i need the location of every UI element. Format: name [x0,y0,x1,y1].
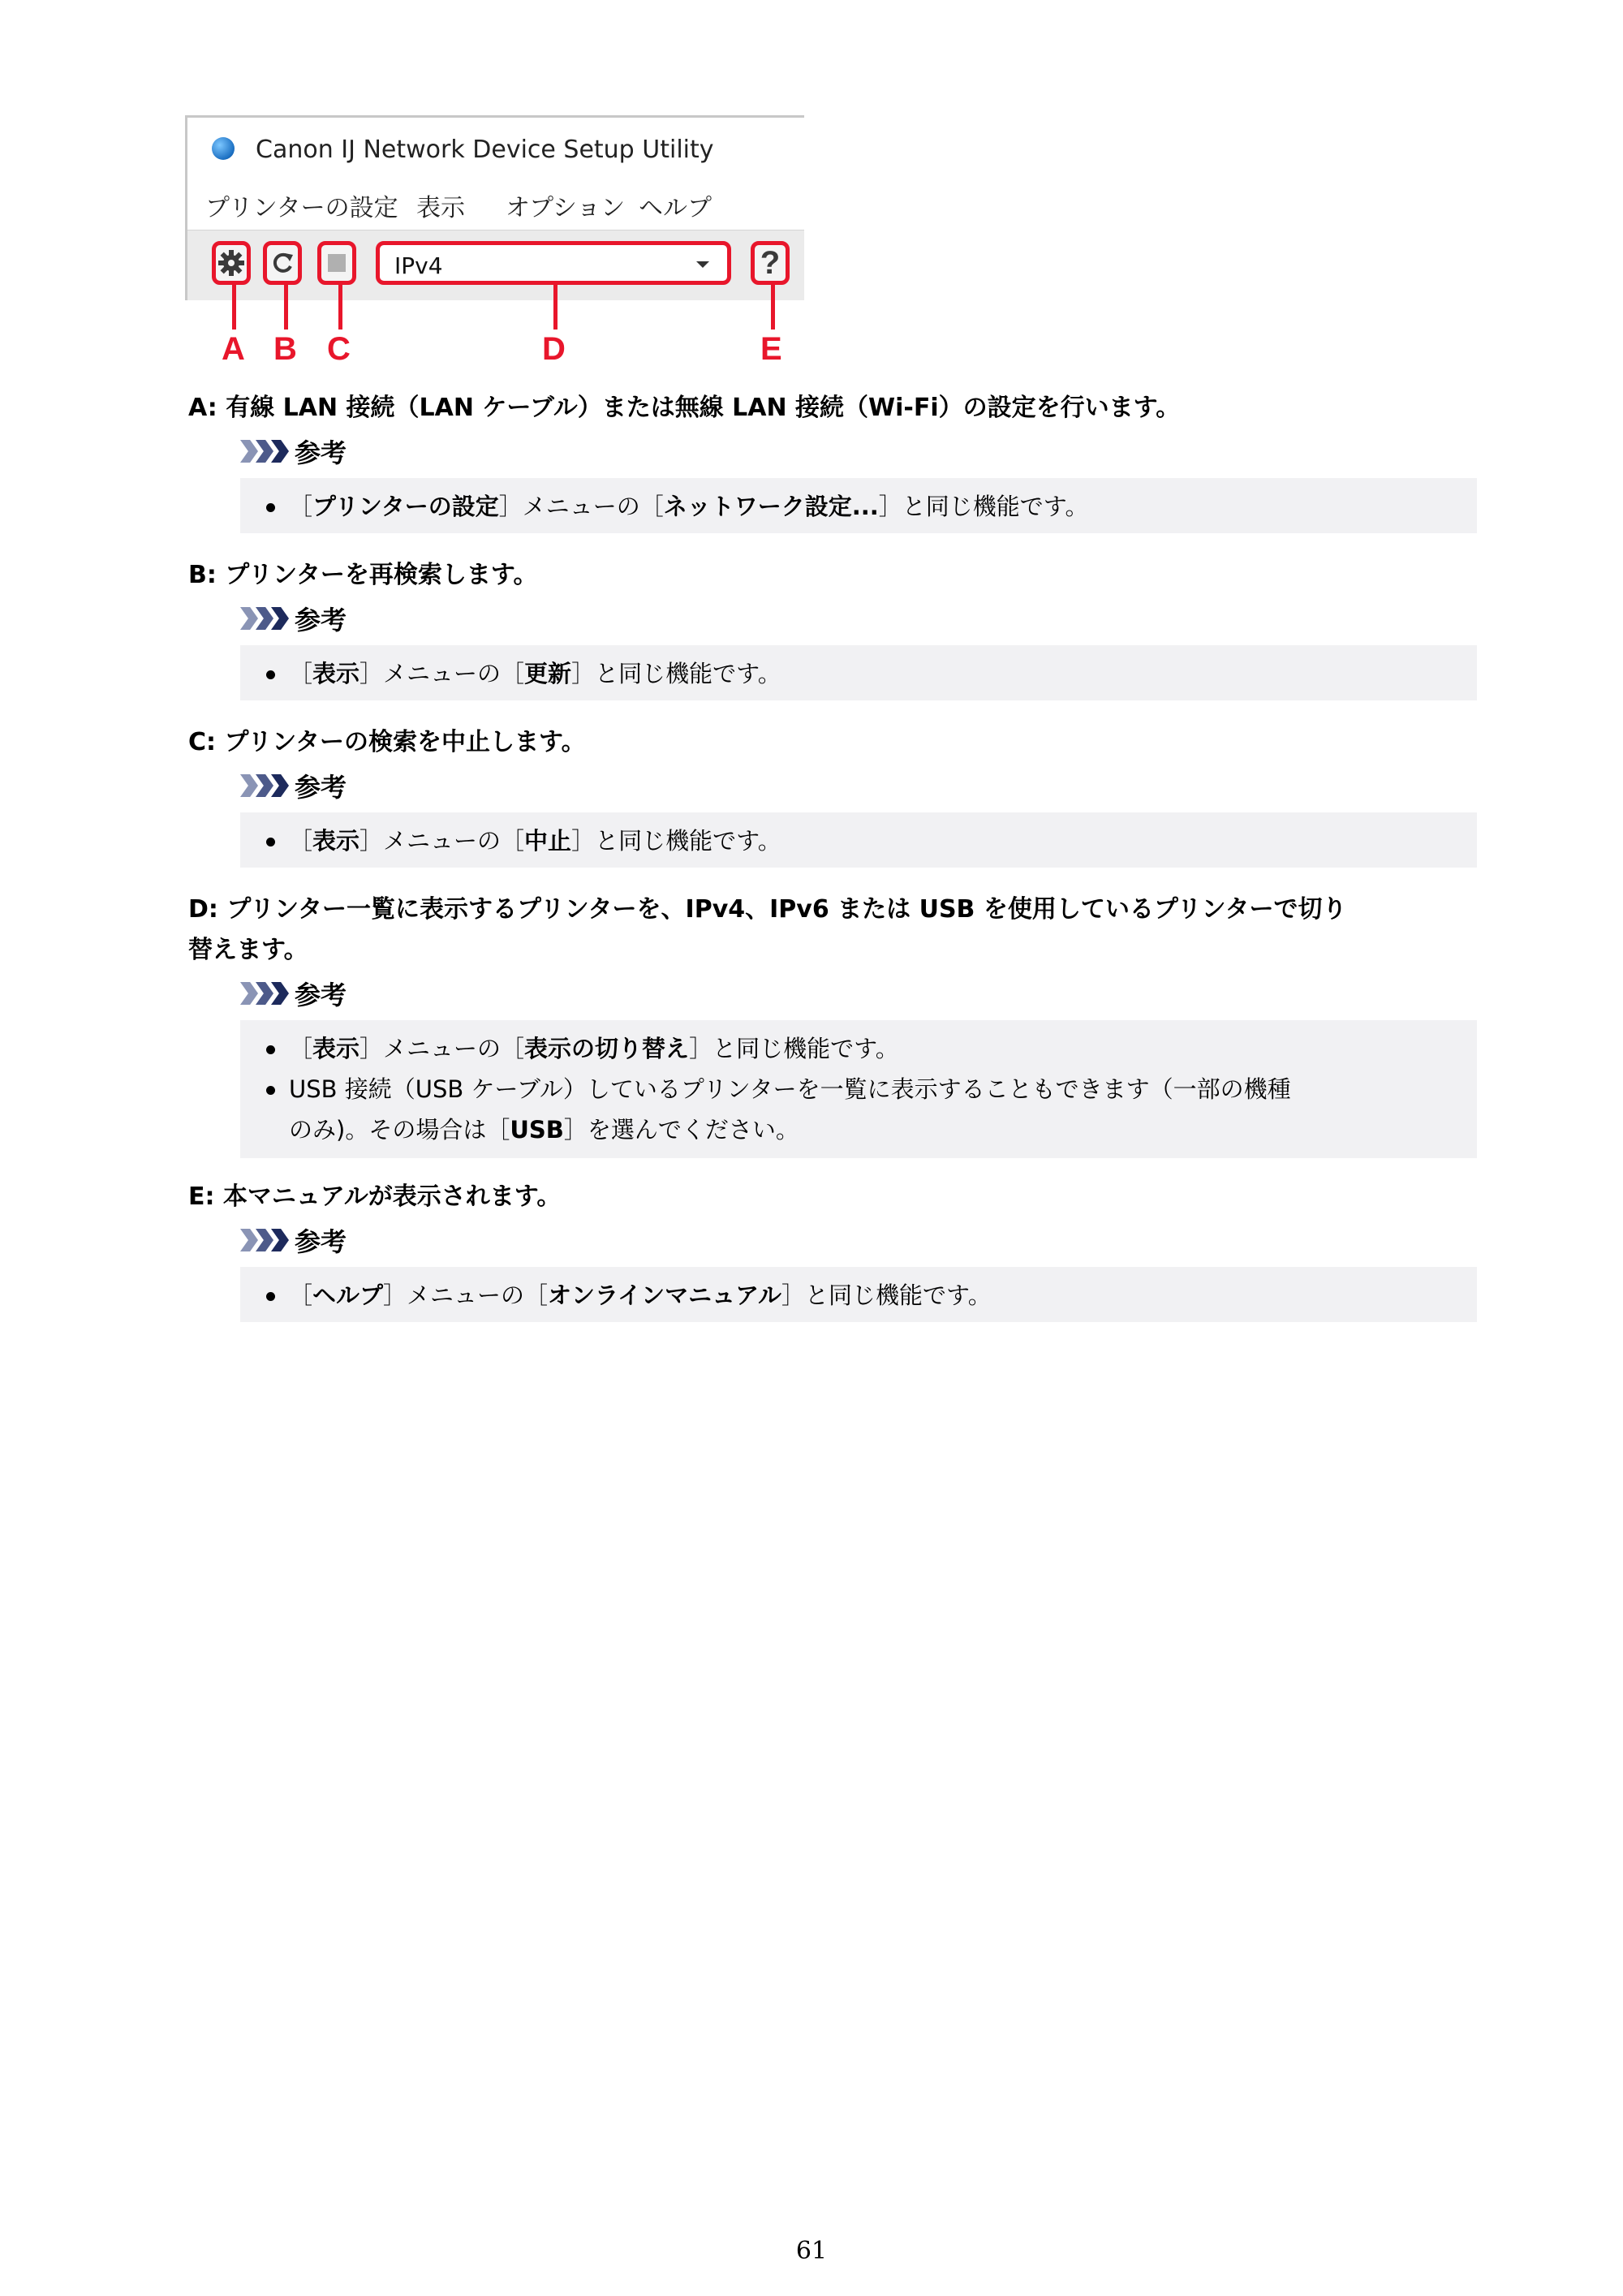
protocol-select[interactable] [376,241,731,285]
reference-arrow-icon [240,1229,286,1251]
reference-arrow-icon [240,982,286,1005]
reference-label: 参考 [240,768,347,803]
note-item: ［表示］メニューの［更新］と同じ機能です。 [265,653,1461,694]
callout-label-b: B [273,331,297,367]
section-heading-d: D: プリンター一覧に表示するプリンターを、IPv4、IPv6 または USB を使用しているプリンターで切り 替えます。 [188,895,1347,964]
section-heading-b: B: プリンターを再検索します。 [188,561,538,589]
stop-button[interactable] [317,241,356,285]
callout-line-c [338,282,342,330]
settings-gear-icon [217,249,245,277]
note-item: ［表示］メニューの［中止］と同じ機能です。 [265,821,1461,861]
note-item: USB 接続（USB ケーブル）しているプリンターを一覧に表示することもできます（一部の機種 のみ)。その場合は［USB］を選んでください。 [265,1069,1461,1150]
protocol-select-value: IPv4 [394,252,443,279]
section-heading-e: E: 本マニュアルが表示されます。 [188,1182,562,1211]
app-globe-icon [212,137,235,160]
callout-label-c: C [327,331,351,367]
help-button[interactable] [751,241,790,285]
callout-line-a [232,282,236,330]
menu-options[interactable]: オプション [506,194,626,222]
window-title: Canon IJ Network Device Setup Utility [256,136,714,164]
stop-icon [328,254,346,272]
reference-arrow-icon [240,774,286,797]
note-item: ［表示］メニューの［表示の切り替え］と同じ機能です。 [265,1028,1461,1069]
note-box [240,478,1477,533]
callout-line-b [284,282,288,330]
menu-view[interactable]: 表示 [416,194,465,222]
reference-label: 参考 [240,1222,347,1258]
section-heading-c: C: プリンターの検索を中止します。 [188,728,586,756]
section-heading-a: A: 有線 LAN 接続（LAN ケーブル）または無線 LAN 接続（Wi-Fi）の設定を行います。 [188,394,1181,422]
reference-label: 参考 [240,601,347,636]
refresh-icon [270,250,295,276]
toolbar-screenshot [185,115,804,300]
refresh-button[interactable] [263,241,302,285]
page-number: 61 [795,2237,828,2265]
note-item: ［ヘルプ］メニューの［オンラインマニュアル］と同じ機能です。 [265,1275,1461,1316]
callout-label-d: D [542,331,566,367]
reference-label: 参考 [240,433,347,469]
note-box [240,645,1477,700]
reference-label: 参考 [240,976,347,1011]
window-titlebar [187,118,804,165]
reference-arrow-icon [240,440,286,463]
callout-line-d [553,282,558,330]
menu-bar [187,187,804,225]
reference-arrow-icon [240,607,286,630]
menu-printer-settings[interactable]: プリンターの設定 [205,194,398,222]
settings-button[interactable] [212,241,251,285]
note-box [240,1020,1477,1158]
note-box [240,1267,1477,1322]
menu-help[interactable]: ヘルプ [639,194,712,222]
callout-label-e: E [760,331,782,367]
help-question-icon: ? [760,244,781,281]
callout-label-a: A [222,331,245,367]
callout-line-e [771,282,775,330]
dropdown-arrow-icon [696,261,709,268]
note-item: ［プリンターの設定］メニューの［ネットワーク設定...］と同じ機能です。 [265,486,1461,527]
note-box [240,812,1477,868]
